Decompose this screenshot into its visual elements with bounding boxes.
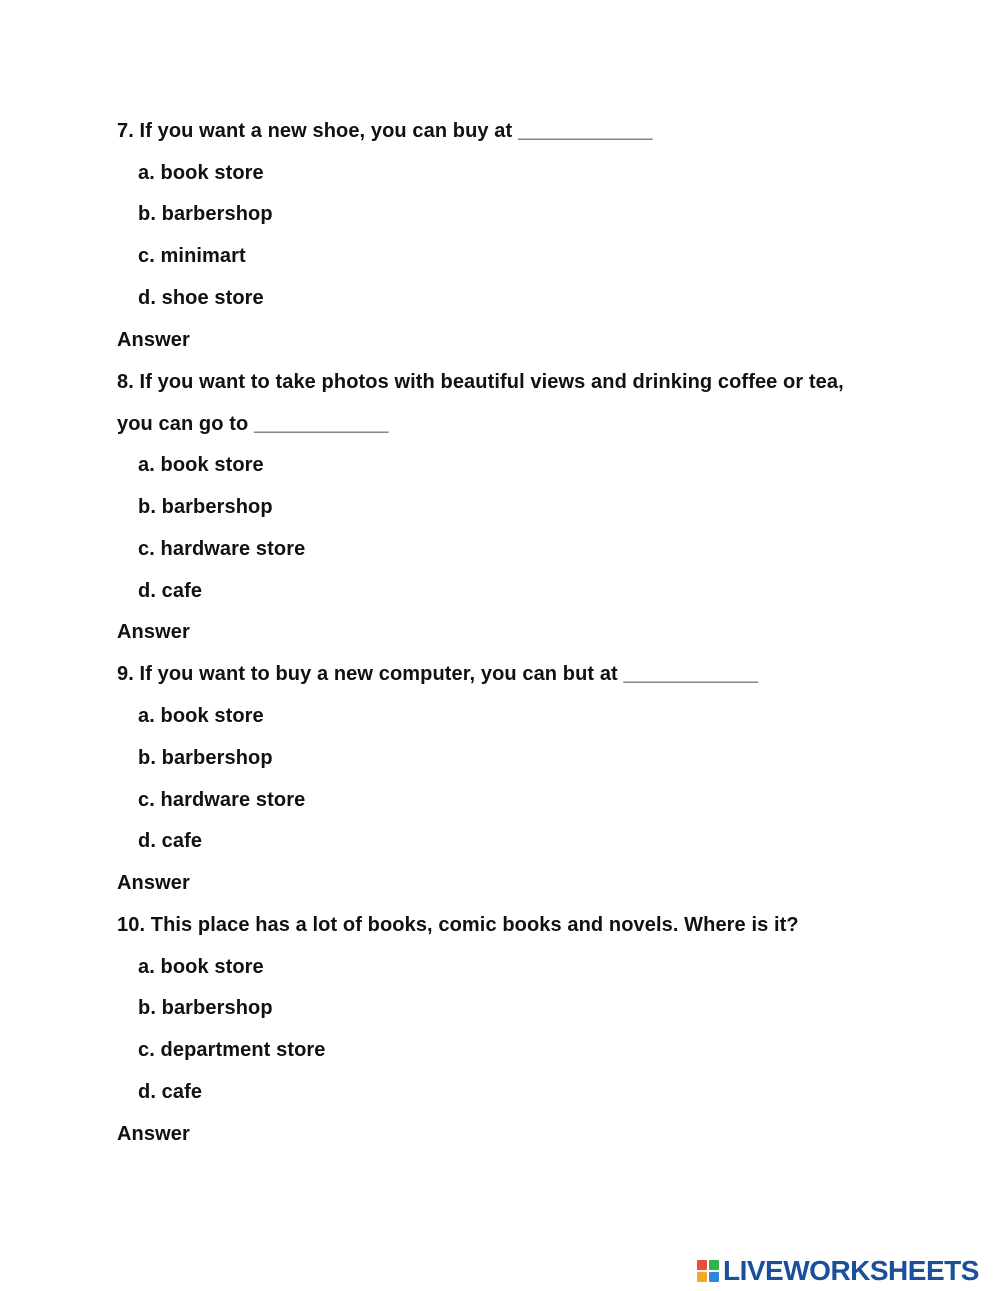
question-8-option-b[interactable]: b. barbershop <box>138 496 273 518</box>
logo-block-orange <box>697 1272 707 1282</box>
question-7-text: 7. If you want a new shoe, you can buy at ____________ <box>117 120 653 142</box>
question-9-answer-label: Answer <box>117 872 190 894</box>
liveworksheets-brand <box>697 1256 979 1286</box>
question-8-option-c[interactable]: c. hardware store <box>138 538 306 560</box>
logo-block-green <box>709 1260 719 1270</box>
question-8-option-d[interactable]: d. cafe <box>138 580 203 602</box>
question-7-option-a[interactable]: a. book store <box>138 162 264 184</box>
question-10-option-a[interactable]: a. book store <box>138 956 264 978</box>
question-9-option-d[interactable]: d. cafe <box>138 830 203 852</box>
question-8-text-line-1: 8. If you want to take photos with beautiful views and drinking coffee or tea, <box>117 371 844 393</box>
question-7-option-c[interactable]: c. minimart <box>138 245 246 267</box>
question-9-text: 9. If you want to buy a new computer, you can but at ____________ <box>117 663 759 685</box>
question-7-answer-label: Answer <box>117 329 190 351</box>
question-10-option-b[interactable]: b. barbershop <box>138 997 273 1019</box>
question-10-text: 10. This place has a lot of books, comic books and novels. Where is it? <box>117 914 799 936</box>
question-9-option-c[interactable]: c. hardware store <box>138 789 306 811</box>
question-10-answer-label: Answer <box>117 1123 190 1145</box>
liveworksheets-logo-icon <box>697 1260 719 1282</box>
question-10-option-d[interactable]: d. cafe <box>138 1081 203 1103</box>
question-7-option-d[interactable]: d. shoe store <box>138 287 264 309</box>
logo-block-blue <box>709 1272 719 1282</box>
question-8-option-a[interactable]: a. book store <box>138 454 264 476</box>
liveworksheets-wordmark: LIVEWORKSHEETS <box>723 1255 979 1286</box>
question-10-option-c[interactable]: c. department store <box>138 1039 326 1061</box>
question-8-answer-label: Answer <box>117 621 190 643</box>
question-9-option-b[interactable]: b. barbershop <box>138 747 273 769</box>
question-7-option-b[interactable]: b. barbershop <box>138 203 273 225</box>
logo-block-red <box>697 1260 707 1270</box>
question-9-option-a[interactable]: a. book store <box>138 705 264 727</box>
question-8-text-line-2: you can go to ____________ <box>117 413 389 435</box>
